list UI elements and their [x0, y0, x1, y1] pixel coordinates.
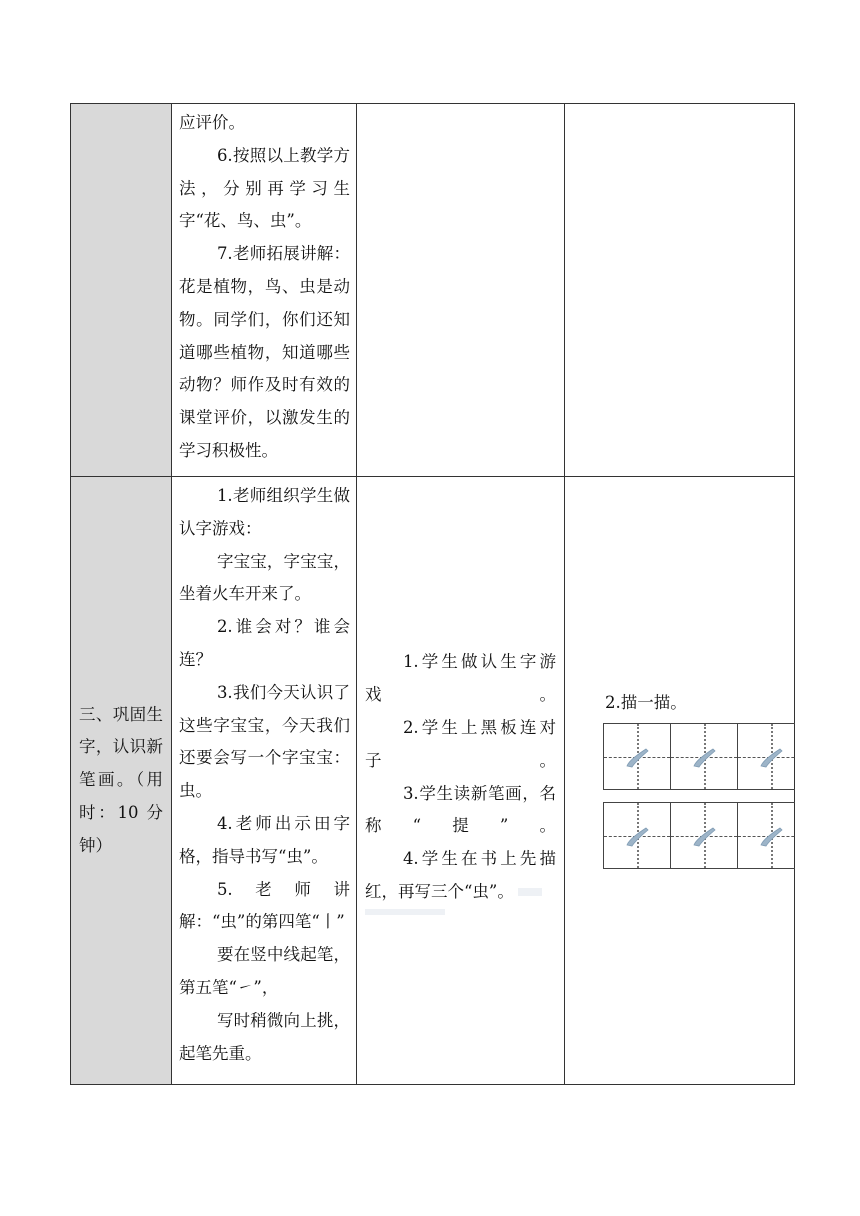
- table-row: [71, 477, 795, 1085]
- trace-exercise-label: 2.描一描。: [605, 693, 687, 712]
- rising-stroke-icon: [624, 744, 650, 770]
- section-title-line: 时：10 分: [79, 802, 163, 822]
- paragraph: 5.老师讲解：“虫”的第四笔“丨”: [179, 879, 350, 932]
- teacher-activity-cell: [172, 477, 357, 1085]
- rising-stroke-icon: [624, 823, 650, 849]
- section-title-line: 三、巩固生: [79, 704, 163, 724]
- paragraph: 1.学生做认生字游戏。: [365, 652, 556, 705]
- paragraph: 3.学生读新笔画，名称“提”。: [365, 783, 556, 836]
- tianzige-cell: [670, 802, 738, 869]
- design-cell: [565, 104, 795, 477]
- tianzige-cell: [603, 802, 671, 869]
- table-row: [71, 104, 795, 477]
- paragraph: 1.老师组织学生做认字游戏：: [179, 486, 350, 538]
- tianzige-cell: [737, 802, 795, 869]
- paragraph: 要在竖中线起笔，第五笔“㇀”，: [179, 945, 350, 997]
- faint-mark: [518, 888, 542, 896]
- tianzige-cell: [737, 723, 795, 790]
- student-activity-cell: [357, 477, 565, 1085]
- section-cell: [71, 104, 172, 477]
- paragraph-text: 4.学生在书上先描红，再写三个“虫”。: [365, 849, 556, 901]
- paragraph: 字宝宝，字宝宝，坐着火车开来了。: [179, 551, 350, 604]
- paragraph: 3.我们今天认识了这些字宝宝，今天我们还要会写一个字宝宝：虫。: [179, 682, 350, 801]
- paragraph: 7.老师拓展讲解：花是植物，鸟、虫是动物。同学们，你们还知道哪些植物，知道哪些动物？师作及时有效的课堂评价，以激发生的学习积极性。: [179, 244, 350, 460]
- grid-row: [603, 802, 795, 869]
- student-activity-cell: [357, 104, 565, 477]
- section-title-line: 笔画。（用: [79, 770, 163, 790]
- teacher-activity-text: [172, 477, 356, 1070]
- section-title-line: 字，认识新: [79, 737, 163, 757]
- paragraph: 2.谁会对？谁会连？: [179, 617, 350, 669]
- rising-stroke-icon: [758, 744, 784, 770]
- teacher-activity-cell: [172, 104, 357, 477]
- tianzige-cell: [603, 723, 671, 790]
- paragraph: [357, 843, 564, 909]
- faint-mark: [365, 909, 445, 915]
- section-title-line: 钟）: [79, 835, 112, 855]
- design-cell: [565, 477, 795, 1085]
- section-cell: [71, 477, 172, 1085]
- paragraph: 应评价。: [179, 113, 245, 132]
- lesson-plan-table: [70, 103, 795, 1085]
- tianzige-grid: [603, 723, 795, 873]
- rising-stroke-icon: [691, 823, 717, 849]
- rising-stroke-icon: [758, 823, 784, 849]
- grid-row: [603, 723, 795, 790]
- paragraph: 写时稍微向上挑，起笔先重。: [179, 1010, 350, 1063]
- teacher-activity-text: [172, 104, 356, 468]
- paragraph: 2.学生上黑板连对子。: [365, 717, 556, 770]
- paragraph: 4.老师出示田字格，指导书写“虫”。: [179, 813, 350, 866]
- rising-stroke-icon: [691, 744, 717, 770]
- tianzige-cell: [670, 723, 738, 790]
- paragraph: 6.按照以上教学方法，分别再学习生字“花、鸟、虫”。: [179, 145, 350, 231]
